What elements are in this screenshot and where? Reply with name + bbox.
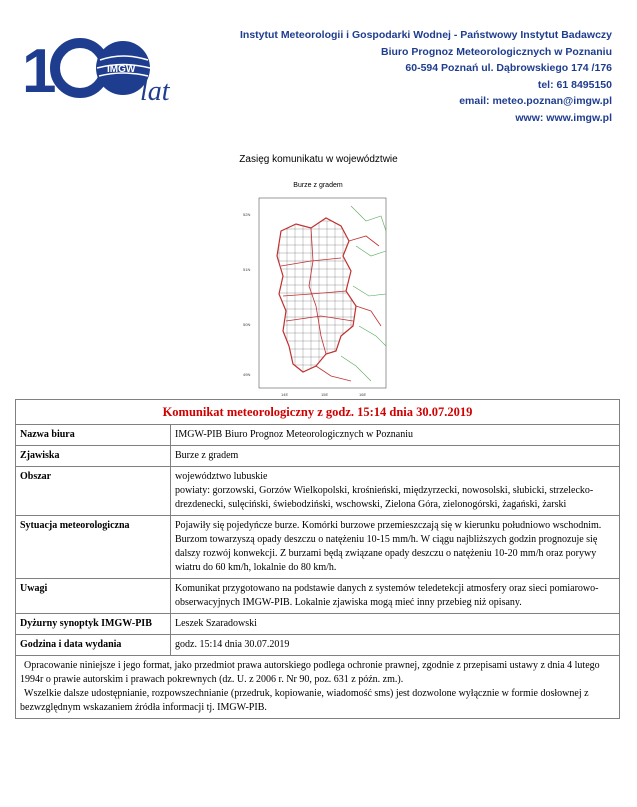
- row-label: Dyżurny synoptyk IMGW-PIB: [16, 614, 171, 635]
- logo-digit-one: 1: [22, 37, 57, 105]
- svg-text:52N: 52N: [243, 212, 251, 217]
- row-label: Uwagi: [16, 579, 171, 614]
- row-label: Zjawiska: [16, 446, 171, 467]
- row-label: Sytuacja meteorologiczna: [16, 516, 171, 579]
- svg-text:51N: 51N: [243, 267, 251, 272]
- row-value: Burze z gradem: [171, 446, 620, 467]
- row-area: [16, 467, 620, 516]
- row-office: [16, 425, 620, 446]
- row-value: IMGW-PIB Biuro Prognoz Meteorologicznych w Poznaniu: [171, 425, 620, 446]
- svg-text:15E: 15E: [321, 392, 329, 397]
- area-voivodeship: województwo lubuskie: [175, 471, 268, 482]
- row-label: Obszar: [16, 467, 171, 516]
- office-email: email: meteo.poznan@imgw.pl: [459, 95, 612, 107]
- row-value: Leszek Szaradowski: [171, 614, 620, 635]
- row-remarks: [16, 579, 620, 614]
- office-phone: tel: 61 8495150: [537, 78, 612, 91]
- row-label: Godzina i data wydania: [16, 635, 171, 656]
- logo-imgw-text: IMGW: [107, 64, 136, 75]
- copyright-paragraph: Opracowanie niniejsze i jego format, jako przedmiot prawa autorskiego podlega ochronie prawnej, zgodnie z przepisami ustawy z dnia 4 lutego 1994r o prawie autorskim i prawach pokrewnych (dz. U. z 2006 r. Nr 90, poz. 631 z późn. zm.).: [20, 660, 600, 685]
- bulletin-table: [15, 399, 620, 719]
- svg-text:50N: 50N: [243, 322, 251, 327]
- office-address: 60-594 Poznań ul. Dąbrowskiego 174 /176: [405, 62, 612, 74]
- imgw-100-lat-logo: [20, 30, 185, 105]
- svg-text:16E: 16E: [359, 392, 367, 397]
- office-name: Biuro Prognoz Meteorologicznych w Poznaniu: [380, 45, 612, 58]
- institute-name: Instytut Meteorologii i Gospodarki Wodnej - Państwowy Instytut Badawczy: [239, 29, 612, 41]
- distribution-paragraph: Wszelkie dalsze udostępnianie, rozpowszechnianie (przedruk, kopiowanie, wiadomość sms) jest dozwolone wyłącznie w formie dosłownej z bezwzględnym wskazaniem źródła informacji tj. IMGW-PIB.: [20, 688, 589, 713]
- svg-text:49N: 49N: [243, 372, 251, 377]
- row-value: godz. 15:14 dnia 30.07.2019: [171, 635, 620, 656]
- row-value: Pojawiły się pojedyńcze burze. Komórki burzowe przemieszczają się w kierunku południowo wschodnim. Burzom towarzyszą opady deszczu o natężeniu 10-15 mm/h. W ciągu najbliższych godzin prognozuje się dalszy rozwój konwekcji. Z burzami będą związane opady deszczu o natężeniu 10-20 mm/h oraz porywy wiatru do 60 km/h, lokalnie do 80 km/h.: [171, 516, 620, 579]
- row-phenomena: [16, 446, 620, 467]
- row-value: Komunikat przygotowano na podstawie danych z systemów teledetekcji atmosfery oraz sieci pomiarowo-obserwacyjnych IMGW-PIB. Lokalnie zjawiska mogą mieć inny przebieg niż opisany.: [171, 579, 620, 614]
- office-website[interactable]: www: www.imgw.pl: [515, 111, 612, 124]
- bulletin-title: Komunikat meteorologiczny z godz. 15:14 dnia 30.07.2019: [16, 400, 620, 425]
- map-caption: Zasięg komunikatu w województwie: [239, 154, 398, 165]
- map-title: Burze z gradem: [293, 182, 343, 189]
- row-label: Nazwa biura: [16, 425, 171, 446]
- warning-area-map: [241, 176, 396, 398]
- area-counties: powiaty: gorzowski, Gorzów Wielkopolski, krośnieński, międzyrzecki, nowosolski, słubicki, strzelecko-drezdenecki, sulęciński, świebodziński, wschowski, Zielona Góra, zielonogórski, żagański, żarski: [175, 485, 594, 510]
- institute-header: [240, 27, 612, 126]
- row-situation: [16, 516, 620, 579]
- copyright-note: [16, 656, 620, 719]
- svg-text:14E: 14E: [281, 392, 289, 397]
- row-forecaster: [16, 614, 620, 635]
- row-value: [171, 467, 620, 516]
- logo-lat-text: lat: [140, 76, 170, 105]
- row-issue-time: [16, 635, 620, 656]
